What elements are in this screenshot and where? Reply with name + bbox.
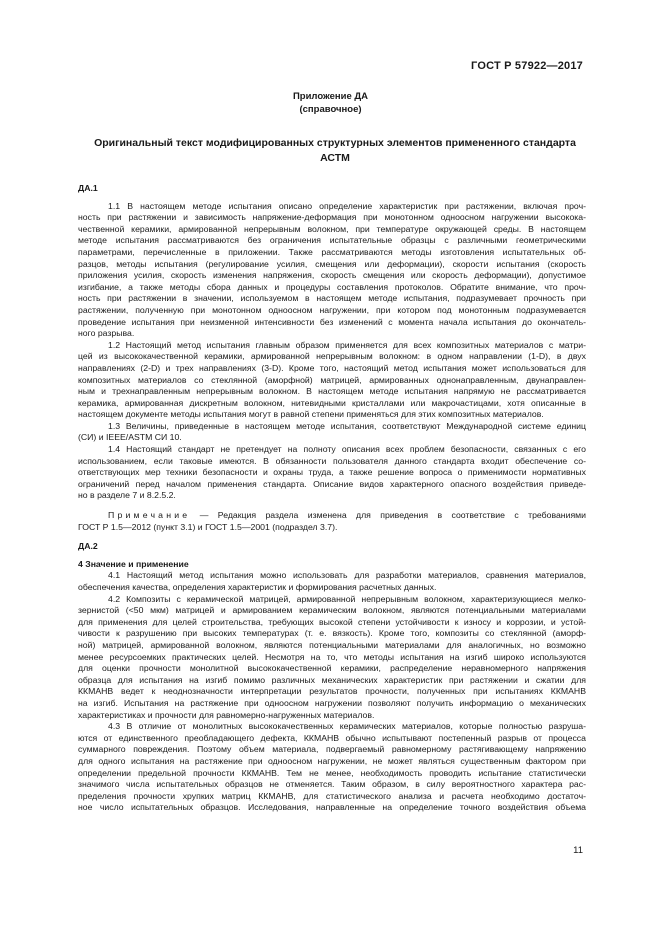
text-line: образца для испытания на изгиб помимо различных механических характеристик при растяжении и сжатии для: [78, 674, 586, 685]
text-line: параметрами, перечисленные в приложении. Также рассматриваются методы изготовления испытательных об-: [78, 246, 586, 257]
text-line: значимого числа испытательных образцов не отменяется. Таким образом, в силу вероятностного характера рас-: [78, 779, 586, 790]
text-line: но в разделе 7 и 8.2.5.2.: [78, 490, 176, 501]
text-line: 1.1 В настоящем методе испытания описано определение характеристик при растяжении, включая проч-: [108, 200, 586, 211]
paragraph-4-2: [78, 594, 586, 722]
text-line: ное число испытательных образцов. Исследования, направленные на определение точного воздействия объема: [78, 802, 586, 813]
annex-heading-line1: Оригинальный текст модифицированных структурных элементов примененного стандарта: [94, 137, 576, 149]
paragraph-1-1: [78, 201, 586, 340]
text-line: ответствующих мер техники безопасности и охраны труда, а также решение вопроса о применимости нормативных: [78, 467, 586, 478]
paragraph-1-2: [78, 340, 586, 421]
text-line: для применения для целей строительства, требующих высокой степени устойчивости к износу и коррозии, и устой-: [78, 616, 586, 627]
text-line: проведение испытания при неизменной интенсивности без изменений с момента начала испытания до окончатель-: [78, 316, 586, 327]
body-text: [78, 183, 586, 814]
text-line: характеристиках и прочности для равномерно-нагруженных материалов.: [78, 709, 375, 720]
note-text: — Редакция раздела изменена для приведения в соответствие с требованиями: [190, 510, 586, 521]
text-line: изгибание, а также методы сбора данных и процедуры составления протоколов. Обратите внимание, что проч-: [78, 281, 586, 292]
text-line: ным и трехнаправленным непрерывным волокном. В настоящем методе испытания напрямую не рассматривается: [78, 386, 586, 397]
text-line: настоящем документе методы испытания могут в равной степени применяться для этих композитных материалов.: [78, 409, 544, 420]
annex-subtitle: (справочное): [299, 104, 362, 115]
text-line: обеспечения качества, определения характеристик и формирования расчетных данных.: [78, 582, 437, 592]
text-line: методе испытания рассматриваются без ограничения испытательные образцы с различными геометрическими: [78, 235, 586, 246]
note-word: Примечание: [108, 510, 191, 521]
text-line: цей из высококачественной керамики, армированной непрерывным волокном: в одном направлении (1-D), в двух: [78, 351, 586, 362]
text-line: 1.4 Настоящий стандарт не претендует на полноту описания всех проблем безопасности, связанных с его: [108, 444, 586, 455]
text-line: чивости к разрушению при высоких температурах (т. е. вязкость). Кроме того, композиты со стеклянной (аморф-: [78, 628, 586, 639]
text-line: 4.3 В отличие от монолитных высококачественных керамических материалов, которые полностью разруша-: [108, 721, 586, 732]
text-line: для одного испытания на растяжение при одноосном нагружении, не может являться существенным фактором при: [78, 755, 586, 766]
annex-heading: [78, 136, 592, 166]
text-line: керамика, армированная дискретным волокном, нитевидными кристаллами или макрочастицами, хотя описанные в: [78, 397, 586, 408]
text-line: приложения усилия, скорость изменения напряжения, скорость смещения или скорость деформации), допустимое: [78, 270, 586, 281]
text-line: чественной керамики, армированной непрерывным волокном, при температуре окружающей среды. В настоящем: [78, 223, 586, 234]
text-line: ются от единственного преобладающего дефекта, ККМАНВ обычно испытывают постепенный разрыв от процесса: [78, 732, 586, 743]
text-line: растяжении, полученную при монотонном одноосном нагружении, при котором под монотонным подразумевается: [78, 304, 586, 315]
text-line: суммарного повреждения. Поэтому объем материала, подвергаемый равномерному растягивающему напряжению: [78, 744, 586, 755]
text-line: направлениях (2-D) и трех направлениях (3-D). Кроме того, настоящий метод испытания может использоваться для: [78, 362, 586, 373]
text-line: 1.3 Величины, приведенные в настоящем методе испытания, соответствуют Международной системе единиц: [108, 420, 586, 431]
paragraph-1-4: [78, 444, 586, 502]
text-line: менее ресурсоемких практических целей. Несмотря на то, что методы испытания на изгиб широко используются: [78, 651, 586, 662]
text-line: 1.2 Настоящий метод испытания главным образом применяется для всех композитных материалов с матри-: [108, 339, 586, 350]
text-line: для оценки прочности монолитной высококачественной керамики, распределение неравномерного напряжения: [78, 663, 586, 674]
text-line: композитных материалов со стеклянной (аморфной) матрицей, армированных однонаправленным, двунаправлен-: [78, 374, 586, 385]
text-line: ность при растяжении и зависимость напряжение-деформация при монотонном одноосном нагружении высокока-: [78, 212, 586, 223]
text-line: ного разрыва.: [78, 328, 135, 339]
text-line: использованием, если таковые имеются. В обязанности пользователя данного стандарта входит обеспечение со-: [78, 455, 586, 466]
standard-code: ГОСТ Р 57922—2017: [471, 60, 583, 72]
text-line: 4.2 Композиты с керамической матрицей, армированной непрерывным волокном, характеризующиеся мелко-: [108, 593, 586, 604]
annex-title: Приложение ДА: [292, 91, 369, 102]
text-line: 4.1 Настоящий метод испытания можно использовать для разработки материалов, сравнения материалов,: [108, 570, 586, 581]
text-line: ограничений перед началом применения стандарта. Описание видов характерного опасного воздействия приведе-: [78, 478, 586, 489]
text-line: ККМАНВ ведет к неоднозначности интерпретации результатов прочности, полученных при испытаниях ККМАНВ: [78, 686, 586, 697]
text-line: пределения прочности хрупких матриц ККМАНВ, для статистического анализа и расчета необходимо достаточ-: [78, 790, 586, 801]
note-line-1: [78, 510, 586, 522]
text-line: ной) матрицей, армированной волокном, являются потенциальными материалами для аналогичных, но возможно: [78, 639, 586, 650]
paragraph-4-3: [78, 721, 586, 814]
text-line: определении предельной прочности ККМАНВ. Тем не менее, необходимость проводить испытание статистически: [78, 767, 586, 778]
text-line: разцов, методы испытания (регулирование усилия, смещения или деформации), скорости испытания (скорость: [78, 258, 586, 269]
section-label-da1: ДА.1: [78, 183, 98, 193]
text-line: (СИ) и IEEE/ASTM СИ 10.: [78, 432, 182, 443]
note-line-2: ГОСТ Р 1.5—2012 (пункт 3.1) и ГОСТ 1.5—2001 (подраздел 3.7).: [78, 521, 338, 532]
subheading-significance: 4 Значение и применение: [78, 558, 189, 569]
section-label-da2: ДА.2: [78, 541, 98, 552]
text-line: ность при растяжении в значении, используемом в настоящем методе испытания, подразумевает прочность при: [78, 293, 586, 304]
annex-heading-line2: АСТМ: [320, 152, 350, 164]
text-line: зернистой (<50 мкм) матрицей и армированием керамическим волокном, являются потенциальными материалами: [78, 605, 586, 616]
paragraph-1-3: [78, 421, 586, 444]
note-block: [78, 510, 586, 533]
page-number: 11: [573, 845, 583, 856]
text-line: на изгиб. Испытания на растяжение при одноосном нагружении позволяют получить информацию о механических: [78, 697, 586, 708]
paragraph-4-1: [78, 570, 586, 593]
